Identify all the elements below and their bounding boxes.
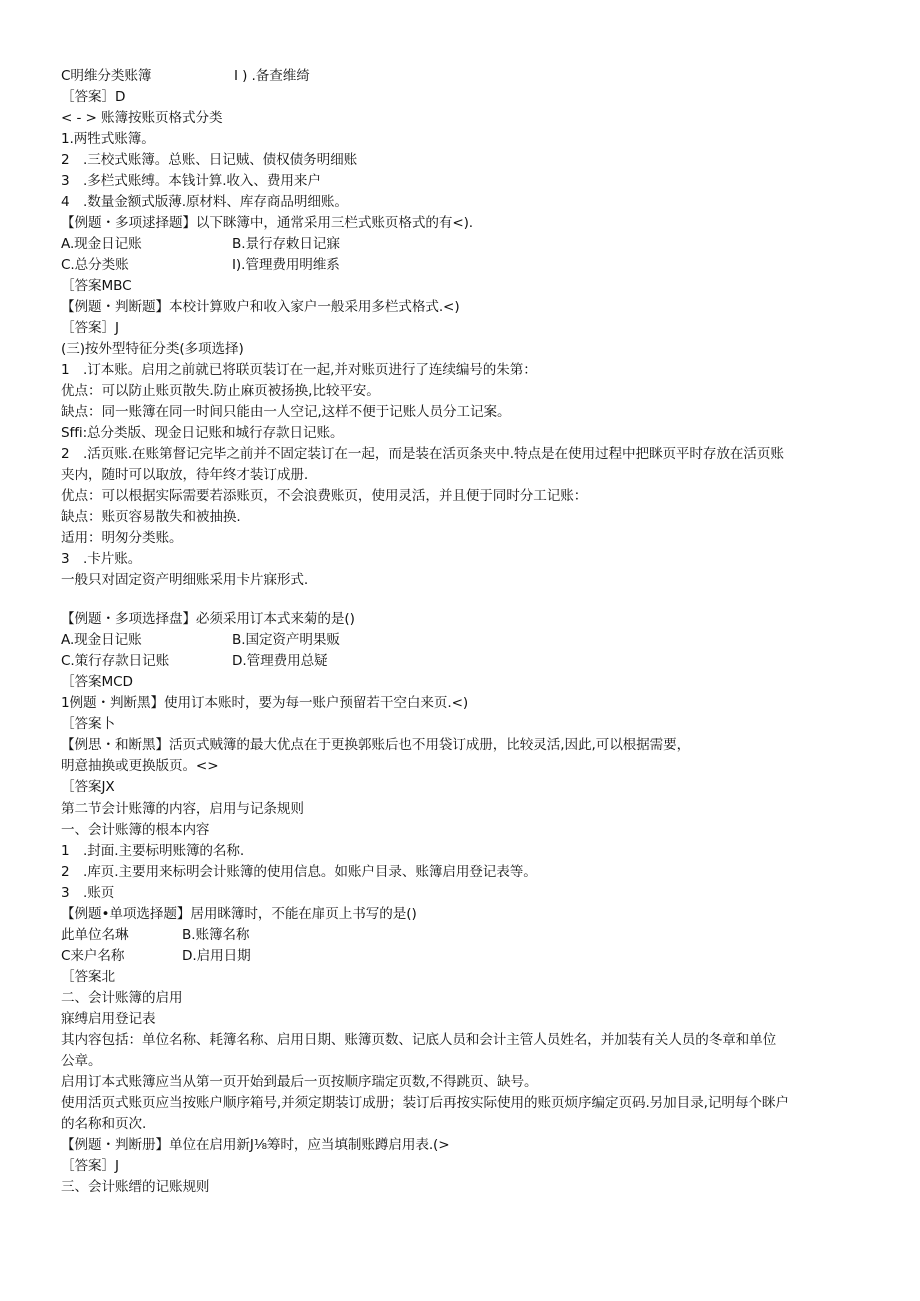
text-line: 2 .库页.主要用来标明会计账簿的使用信息。如账户目录、账簿启用登记表等。	[61, 864, 537, 880]
text-line: 一般只对固定资产明细账采用卡片寐形式.	[61, 572, 309, 588]
text-line: 2 .活页账.在账第督记完毕之前并不固定装订在一起，而是装在活页条夹中.特点是在使用过程中把眯页平时存放在活页账	[61, 446, 784, 462]
option-c: C明维分类账簿	[61, 68, 152, 84]
option-b: B.景行存敕日记寐	[232, 236, 340, 252]
answer-line: ［答案北	[61, 969, 115, 985]
text-line: 夹内，随时可以取放，待年终才装订成册.	[61, 467, 309, 483]
question-line: 1例题・判断黑】使用订本账时，要为每一账户预留若干空白来页.<)	[61, 695, 469, 711]
option-c: C.策行存款日记账	[61, 653, 170, 669]
section-heading: 第二节会计账簿的内容，启用与记条规则	[61, 801, 304, 817]
text-line	[61, 630, 340, 650]
text-line	[61, 946, 251, 966]
text-line	[61, 651, 328, 671]
text-line: 3 .账页	[61, 885, 115, 901]
section-heading: (三)按外型特征分类(多项选择)	[61, 341, 244, 357]
answer-line: ［答案］J	[61, 320, 119, 336]
text-line	[61, 234, 340, 254]
text-line: 适用：明匆分类账。	[61, 530, 183, 546]
option-b: B.国定资产明果贩	[232, 632, 340, 648]
text-line: 缺点：同一账簿在同一时间只能由一人空记,这样不便于记账人员分工记案。	[61, 404, 511, 420]
text-line: 缺点：账页容易散失和被抽换.	[61, 509, 241, 525]
text-line: 明意抽换或更换版页。<>	[61, 758, 219, 774]
option-a: A.现金日记账	[61, 632, 142, 648]
text-line	[61, 925, 250, 945]
answer-line: ［答案MCD	[61, 674, 133, 690]
text-line	[61, 66, 310, 86]
text-line: 寐缚启用登记表	[61, 1011, 156, 1027]
question-line: 【例题・判断册】单位在启用新J⅛筹时，应当填制账蹲启用表.(>	[61, 1137, 450, 1153]
text-line: 1 .订本账。启用之前就已将联页装订在一起,并对账页进行了连续编号的朱第：	[61, 362, 537, 378]
section-heading: < - > 账簿按账页格式分类	[61, 110, 223, 126]
option-d: I).管理费用明维系	[232, 257, 340, 273]
text-line: 使用活页式账页应当按账户顺序箱号,并须定期装订成册；装订后再按实际使用的账页烦序编定页码.另加目录,记明每个眯户	[61, 1095, 789, 1111]
text-line: 优点：可以防止账页散失.防止麻页被扬换,比较平安。	[61, 383, 380, 399]
question-line: 【例题•单项选择题】居用眯簿时，不能在扉页上书写的是()	[61, 906, 417, 922]
option-d: D.管理费用总疑	[232, 653, 328, 669]
text-line: 3 .多栏式账缚。本钱计算.收入、费用来户	[61, 173, 321, 189]
text-line: 4 .数量金额式版薄.原材料、库存商品明细账。	[61, 194, 348, 210]
section-heading: 二、会计账簿的启用	[61, 990, 183, 1006]
answer-line: ［答案MBC	[61, 278, 132, 294]
question-line: 【例思・和断黑】活页式贼簿的最大优点在于更换郭账后也不用袋订成册，比较灵活,因此,可以根据需要，	[61, 737, 691, 753]
text-line: 1.两牲式账簿。	[61, 131, 155, 147]
option-a: A.现金日记账	[61, 236, 142, 252]
option-d: I ) .备查维绮	[234, 68, 310, 84]
section-heading: 三、会计账缙的记账规则	[61, 1179, 210, 1195]
text-line: 2 .三校式账簿。总账、日记贼、债权债务明细账	[61, 152, 358, 168]
text-line: 启用订本式账簿应当从第一页开始到最后一页按顺序瑞定页数,不得跳页、缺号。	[61, 1074, 538, 1090]
question-line: 【例题・多项选择盘】必须采用订本式来菊的是()	[61, 611, 355, 627]
text-line: 其内容包括：单位名称、耗簿名称、启用日期、账簿页数、记底人员和会计主管人员姓名，并加装有关人员的冬章和单位	[61, 1032, 777, 1048]
option-d: D.启用日期	[182, 948, 251, 964]
answer-line: ［答案］J	[61, 1158, 119, 1174]
text-line: Sffi:总分类版、现金日记账和城行存款日记账。	[61, 425, 344, 441]
text-line: 的名称和页次.	[61, 1116, 147, 1132]
text-line	[61, 255, 340, 275]
section-heading: 一、会计账簿的根本内容	[61, 822, 210, 838]
option-b: B.账簿名称	[182, 927, 250, 943]
answer-line: ［答案］D	[61, 89, 126, 105]
option-a: 此单位名琳	[61, 927, 129, 943]
option-c: C.总分类账	[61, 257, 129, 273]
answer-line: ［答案卜	[61, 716, 115, 732]
text-line: 3 .卡片账。	[61, 551, 142, 567]
text-line: 优点：可以根据实际需要若添账页，不会浪费账页，使用灵活，并且便于同时分工记账：	[61, 488, 588, 504]
text-line: 1 .封面.主要标明账簿的名称.	[61, 843, 245, 859]
option-c: C来户名称	[61, 948, 125, 964]
answer-line: ［答案JX	[61, 779, 115, 795]
text-line: 公章。	[61, 1053, 102, 1069]
question-line: 【例题・判断题】本校计算败户和收入家户一般采用多栏式格式.<)	[61, 299, 460, 315]
question-line: 【例题・多项逑择题】以下眯簿中，通常采用三栏式账页格式的有<).	[61, 215, 474, 231]
